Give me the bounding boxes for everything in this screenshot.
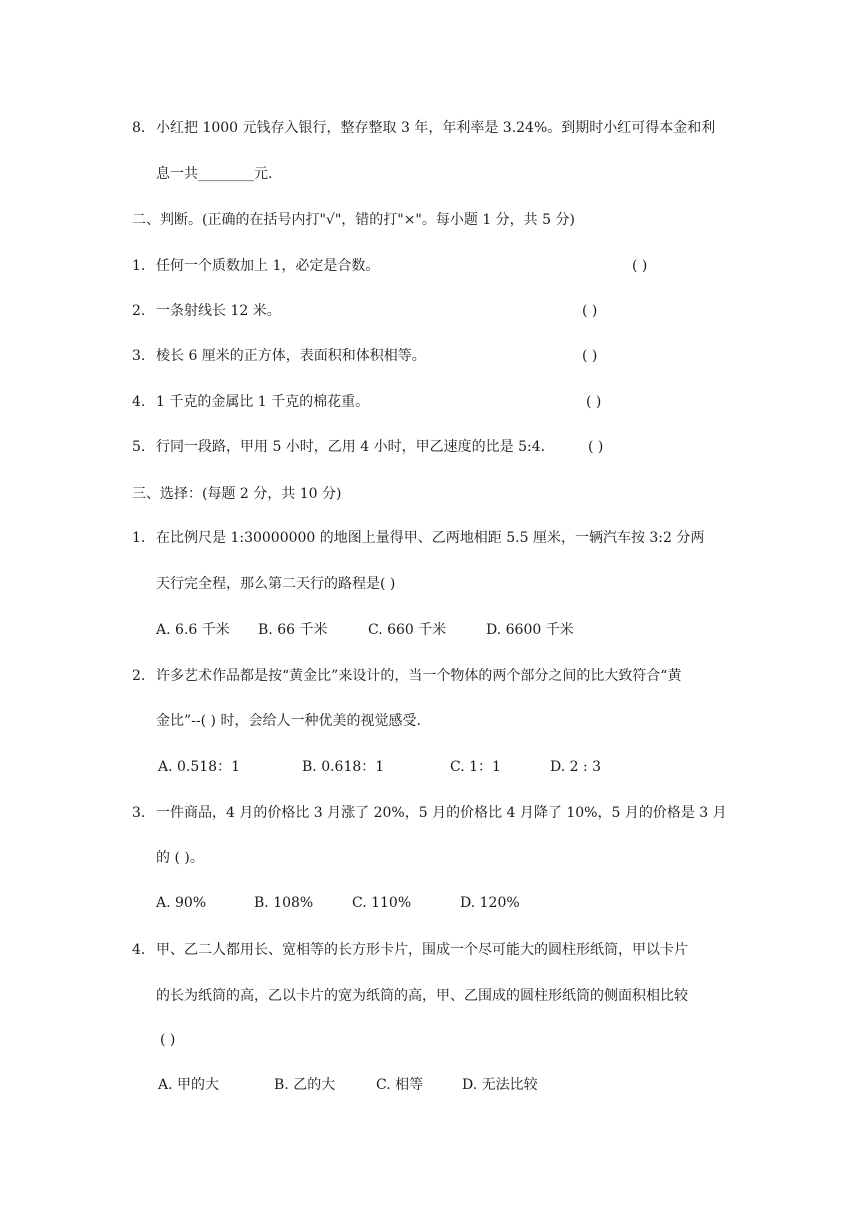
option-b[interactable]: B. 66 千米 bbox=[258, 622, 328, 638]
section-2-title: 二、判断。(正确的在括号内打"√"，错的打"×"。每小题 1 分，共 5 分) bbox=[132, 212, 575, 228]
item-number: 2. bbox=[132, 303, 146, 319]
item-text: 任何一个质数加上 1，必定是合数。 bbox=[156, 258, 380, 274]
question-number: 4. bbox=[132, 942, 146, 958]
option-d[interactable]: D. 2 : 3 bbox=[550, 759, 602, 775]
choice-question-4 bbox=[132, 940, 688, 960]
section-3-title: 三、选择：(每题 2 分，共 10 分) bbox=[132, 486, 342, 502]
answer-blank[interactable]: ( ) bbox=[582, 348, 598, 364]
option-b[interactable]: B. 0.618：1 bbox=[302, 759, 385, 775]
question-number: 2. bbox=[132, 668, 146, 684]
question-8 bbox=[132, 118, 715, 138]
question-text: 在比例尺是 1:30000000 的地图上量得甲、乙两地相距 5.5 厘米，一辆汽车按 3:2 分两 bbox=[156, 530, 705, 546]
judgment-item-4 bbox=[132, 392, 369, 412]
answer-blank[interactable]: ( ) bbox=[632, 258, 648, 274]
option-a[interactable]: A. 甲的大 bbox=[158, 1077, 220, 1093]
question-text: 一件商品，4 月的价格比 3 月涨了 20%，5 月的价格比 4 月降了 10%，5 月的价格是 3 月 bbox=[156, 805, 727, 821]
question-number: 1. bbox=[132, 530, 146, 546]
choice-question-2 bbox=[132, 666, 681, 686]
item-text: 行同一段路，甲用 5 小时，乙用 4 小时，甲乙速度的比是 5:4. bbox=[156, 439, 546, 455]
question-continuation: 天行完全程，那么第二天行的路程是( ) bbox=[156, 576, 396, 592]
question-number: 3. bbox=[132, 805, 146, 821]
option-c[interactable]: C. 110% bbox=[352, 895, 412, 911]
answer-blank[interactable]: ( ) bbox=[582, 303, 598, 319]
option-b[interactable]: B. 108% bbox=[254, 895, 314, 911]
choice-question-1 bbox=[132, 528, 704, 548]
option-c[interactable]: C. 相等 bbox=[376, 1077, 424, 1093]
item-number: 5. bbox=[132, 439, 146, 455]
item-number: 1. bbox=[132, 258, 146, 274]
judgment-item-3 bbox=[132, 346, 426, 366]
option-d[interactable]: D. 6600 千米 bbox=[486, 622, 574, 638]
question-number: 8. bbox=[132, 120, 146, 136]
question-text: 甲、乙二人都用长、宽相等的长方形卡片，围成一个尽可能大的圆柱形纸筒，甲以卡片 bbox=[156, 942, 688, 958]
answer-blank[interactable]: ( ) bbox=[588, 439, 604, 455]
answer-blank[interactable]: ( ) bbox=[160, 1032, 176, 1048]
item-text: 1 千克的金属比 1 千克的棉花重。 bbox=[156, 394, 370, 410]
option-d[interactable]: D. 120% bbox=[460, 895, 520, 911]
item-text: 一条射线长 12 米。 bbox=[156, 303, 281, 319]
option-a[interactable]: A. 6.6 千米 bbox=[156, 622, 230, 638]
answer-blank[interactable]: ( ) bbox=[586, 394, 602, 410]
judgment-item-5 bbox=[132, 437, 545, 457]
question-8-continuation: 息一共________元. bbox=[156, 166, 273, 182]
judgment-item-1 bbox=[132, 256, 379, 276]
question-text: 小红把 1000 元钱存入银行，整存整取 3 年，年利率是 3.24%。到期时小红可得本金和利 bbox=[156, 120, 716, 136]
option-a[interactable]: A. 90% bbox=[156, 895, 207, 911]
option-c[interactable]: C. 660 千米 bbox=[368, 622, 447, 638]
question-text: 许多艺术作品都是按“黄金比”来设计的，当一个物体的两个部分之间的比大致符合“黄 bbox=[156, 668, 682, 684]
question-continuation: 的长为纸筒的高，乙以卡片的宽为纸筒的高，甲、乙围成的圆柱形纸筒的侧面积相比较 bbox=[156, 988, 688, 1004]
option-d[interactable]: D. 无法比较 bbox=[462, 1077, 538, 1093]
item-number: 3. bbox=[132, 348, 146, 364]
question-continuation: 金比”--( ) 时，会给人一种优美的视觉感受. bbox=[156, 713, 421, 729]
question-continuation: 的 ( )。 bbox=[156, 850, 204, 866]
judgment-item-2 bbox=[132, 301, 281, 321]
choice-question-3 bbox=[132, 803, 727, 823]
option-c[interactable]: C. 1：1 bbox=[450, 759, 501, 775]
item-number: 4. bbox=[132, 394, 146, 410]
item-text: 棱长 6 厘米的正方体，表面积和体积相等。 bbox=[156, 348, 426, 364]
option-a[interactable]: A. 0.518：1 bbox=[158, 759, 240, 775]
option-b[interactable]: B. 乙的大 bbox=[274, 1077, 336, 1093]
